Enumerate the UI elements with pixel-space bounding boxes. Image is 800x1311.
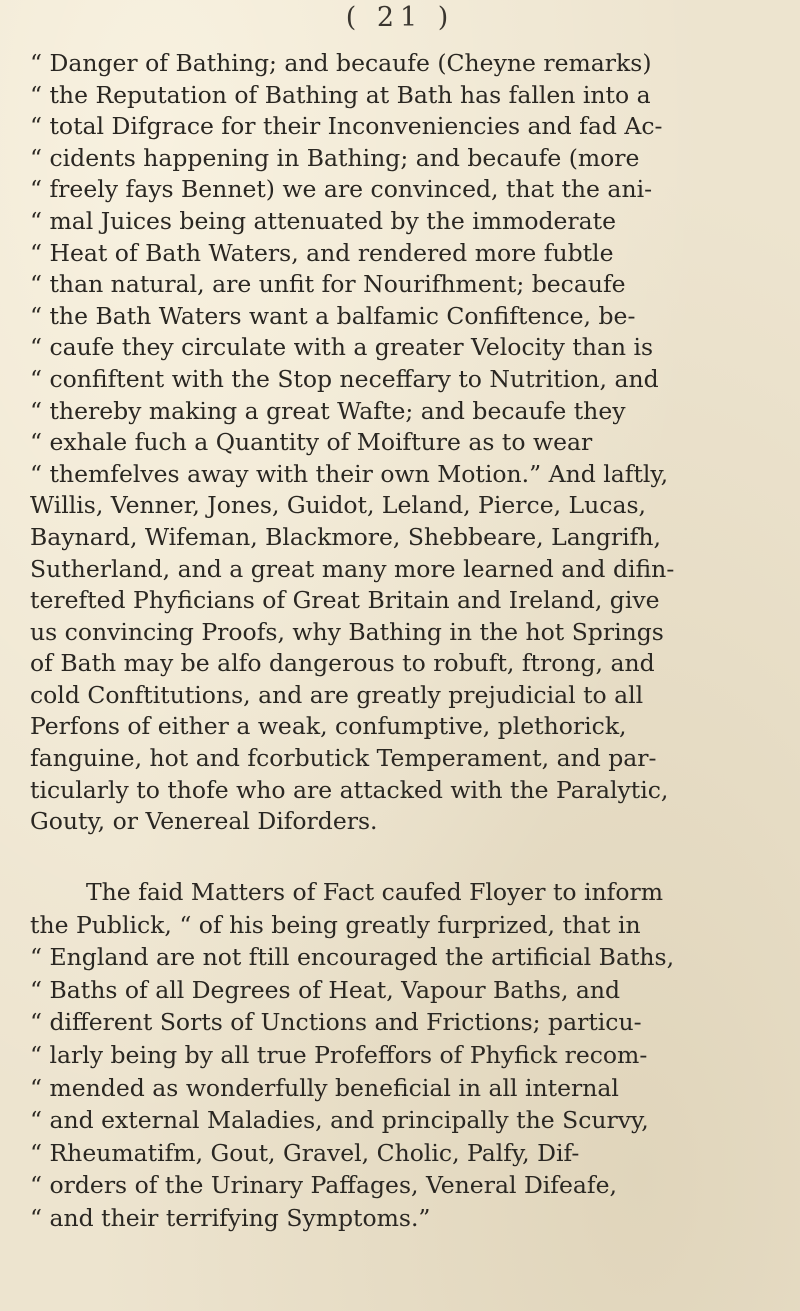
text-line: “ mended as wonderfully beneficial in all internal	[30, 1073, 619, 1102]
text-line: Baynard, Wifeman, Blackmore, Shebbeare, Langrifh,	[30, 522, 661, 551]
text-line: “ exhale fuch a Quantity of Moifture as to wear	[30, 428, 593, 457]
text-line: “ thereby making a great Wafte; and becaufe they	[30, 396, 626, 425]
text-line: terefted Phyficians of Great Britain and Ireland, give	[30, 586, 660, 615]
text-line: “ total Difgrace for their Inconveniencies and fad Ac-	[30, 112, 663, 141]
text-line: “ than natural, are unfit for Nourifhment; becaufe	[30, 270, 626, 299]
text-line: “ Heat of Bath Waters, and rendered more fubtle	[30, 238, 614, 267]
text-line: “ and external Maladies, and principally the Scurvy,	[30, 1106, 649, 1135]
text-line: “ Baths of all Degrees of Heat, Vapour Baths, and	[30, 975, 621, 1004]
paragraph-1	[30, 48, 785, 838]
text-line: “ England are not ftill encouraged the artificial Baths,	[30, 943, 675, 972]
paragraph-2	[30, 876, 785, 1235]
text-line: fanguine, hot and fcorbutick Temperament, and par-	[30, 744, 657, 773]
text-line: “ different Sorts of Unctions and Frictions; particu-	[30, 1008, 642, 1037]
text-line: “ larly being by all true Profeffors of Phyfick recom-	[30, 1040, 648, 1069]
text-line: Sutherland, and a great many more learned and difin-	[30, 554, 675, 583]
text-line: “ Rheumatifm, Gout, Gravel, Cholic, Palfy, Dif-	[30, 1138, 580, 1167]
text-line: “ orders of the Urinary Paffages, Veneral Difeafe,	[30, 1171, 617, 1200]
text-line: The faid Matters of Fact caufed Floyer to inform	[86, 878, 664, 906]
text-line: “ the Reputation of Bathing at Bath has fallen into a	[30, 80, 651, 109]
text-line: Perfons of either a weak, confumptive, plethorick,	[30, 712, 627, 741]
text-line: ticularly to thofe who are attacked with the Paralytic,	[30, 775, 669, 804]
text-line: us convincing Proofs, why Bathing in the hot Springs	[30, 617, 664, 646]
text-line: “ and their terrifying Symptoms.”	[30, 1203, 431, 1232]
text-line: “ mal Juices being attenuated by the immoderate	[30, 206, 617, 235]
text-line: the Publick, “ of his being greatly furprized, that in	[30, 910, 641, 939]
text-line: Willis, Venner, Jones, Guidot, Leland, Pierce, Lucas,	[30, 491, 646, 520]
text-line: “ cidents happening in Bathing; and becaufe (more	[30, 143, 640, 172]
page-number: ( 21 )	[345, 2, 455, 33]
text-line: “ themfelves away with their own Motion.” And laftly,	[30, 459, 669, 488]
text-line: “ the Bath Waters want a balfamic Confiftence, be-	[30, 301, 636, 330]
text-line: Gouty, or Venereal Diforders.	[30, 807, 378, 836]
text-line: “ caufe they circulate with a greater Velocity than is	[30, 333, 654, 362]
text-line: cold Conftitutions, and are greatly prejudicial to all	[30, 680, 644, 709]
text-line: “ confiftent with the Stop neceffary to Nutrition, and	[30, 364, 659, 393]
text-line: “ freely fays Bennet) we are convinced, that the ani-	[30, 175, 653, 204]
text-line: of Bath may be alfo dangerous to robuft, ftrong, and	[30, 649, 655, 678]
text-line: “ Danger of Bathing; and becaufe (Cheyne remarks)	[30, 49, 652, 77]
